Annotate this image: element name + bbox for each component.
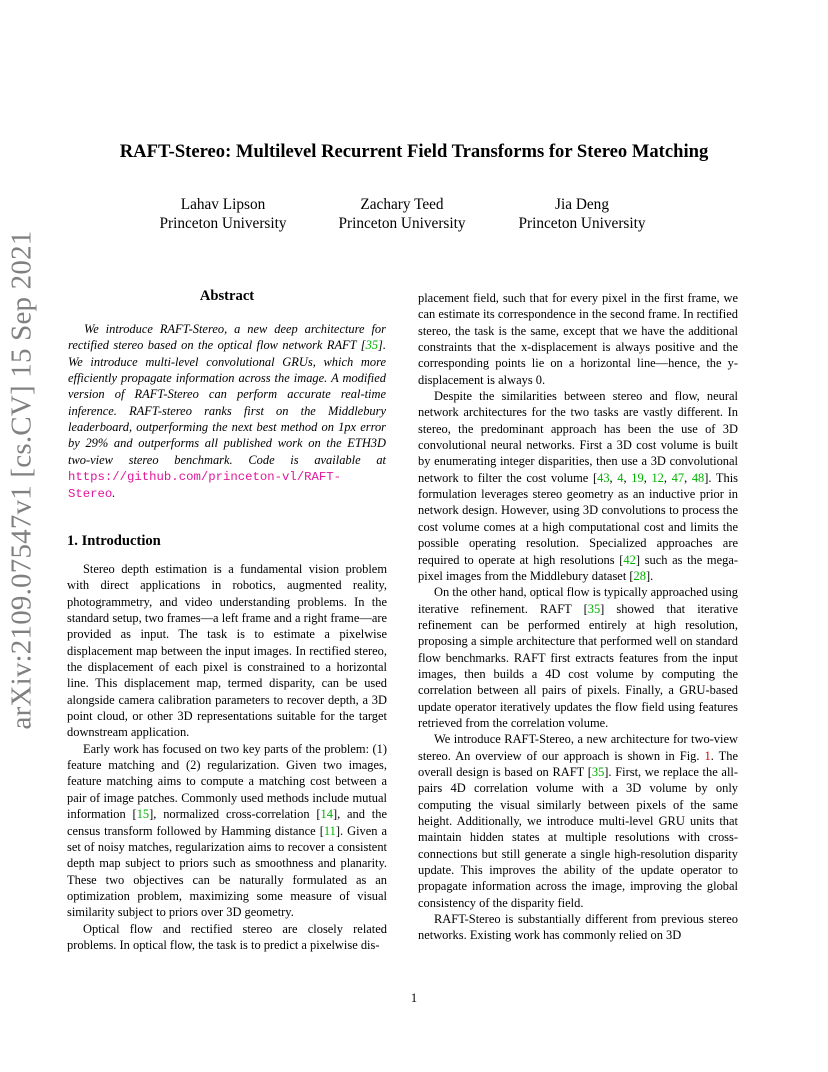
paragraph — [67, 741, 387, 921]
text: ]. This formulation leverages stereo geometry as an inductive prior in network design. However, using 3D convolutions to process the cost volume comes at a high computational cost and limits the possible operating resolution. Specialized approaches are required to operate at high resolutions [ — [418, 470, 739, 567]
paragraph: Despite the similarities between stereo and flow, neural network architectures for the two tasks are vastly different. In stereo, the predominant approach has been the use of 3D convolutional neural networks. First a 3D cost volume is built by enumerating integer disparities, then use a 3D convolutional network to filter the cost volume [43, 4, 19, 12, 47, 48]. This formulation leverages stereo geometry as an inductive prior in network design. However, using 3D convolutions to process the cost volume comes at a high computational cost and limits the possible operating resolution. Specialized approaches are required to operate at high resolutions [42] such as the mega-pixel images from the Middlebury dataset [28]. — [418, 389, 739, 583]
citation-link[interactable]: 4 — [617, 470, 624, 485]
paragraph — [418, 584, 738, 731]
citation-link[interactable]: 35 — [365, 338, 379, 353]
text: ], normalized cross-correlation [ — [149, 807, 321, 822]
paper-title: RAFT-Stereo: Multilevel Recurrent Field Transforms for Stereo Matching — [119, 141, 709, 162]
code-url-link[interactable]: https://github.com/princeton-vl/RAFT-Stereo — [68, 470, 342, 502]
citation-link[interactable]: 42 — [623, 552, 636, 567]
author-1 — [133, 195, 313, 233]
text: ] such as the mega-pixel images from the Middlebury dataset [ — [418, 552, 738, 583]
text: . — [112, 486, 116, 501]
author-affiliation: Princeton University — [159, 215, 287, 232]
paragraph: Optical flow and rectified stereo are closely related problems. In optical flow, the task is to predict a pixelwise dis- — [67, 921, 387, 952]
text: ], and the census transform followed by Hamming distance [ — [67, 807, 387, 838]
abstract-paragraph — [68, 321, 386, 503]
text: ]. First, we replace the all-pairs 4D correlation volume with a 3D volume by only computing the visual similarly between pixels of the same height. Additionally, we introduce multi-level GRU units that maintain hidden states at multiple resolutions with cross-connections but still generate a single high-resolution disparity update. This improves the ability of the update operator to propagate information across the image, improving the global consistency of the disparity field. — [418, 764, 739, 910]
right-column — [418, 290, 738, 944]
text: We introduce RAFT-Stereo, a new architecture for two-view stereo. An overview of our approach is shown in Fig. — [418, 732, 738, 763]
section-heading: 1. Introduction — [67, 533, 161, 549]
author-name: Jia Deng — [555, 196, 609, 213]
citation-link[interactable]: 47 — [671, 470, 685, 485]
author-3 — [492, 195, 672, 233]
text: . The overall design is based on RAFT [ — [418, 748, 738, 779]
citation-link[interactable]: 35 — [591, 764, 605, 779]
arxiv-id: arXiv:2109.07547v1 [cs.CV] 15 Sep 2021 — [5, 230, 38, 730]
abstract-heading: Abstract — [199, 288, 255, 304]
abstract-body — [67, 321, 387, 503]
author-affiliation: Princeton University — [518, 215, 646, 232]
author-name: Zachary Teed — [360, 196, 444, 213]
text: ] showed that iterative refinement can be performed entirely at high resolution, proposing a simple architecture that performed well on standard flow benchmarks. RAFT first extracts features from the input images, then builds a 4D cost volume by computing the correlation between all pairs of pixels. Finally, a GRU-based update operator iteratively updates the flow field using features retrieved from the correlation volume. — [418, 601, 738, 730]
author-name: Lahav Lipson — [180, 196, 266, 213]
citation-link[interactable]: 14 — [320, 807, 333, 822]
citation-link[interactable]: 28 — [633, 568, 646, 583]
page-number: 1 — [410, 991, 418, 1005]
text: ]. Given a set of noisy matches, regularization aims to recover a consistent depth map subject to priors such as smoothness and planarity. These two objectives can be naturally formulated as an optimization problem, maximizing some measure of visual similarity subject to priors over 3D geometry. — [67, 823, 388, 920]
text: ]. — [645, 568, 654, 583]
author-2 — [312, 195, 492, 233]
author-affiliation: Princeton University — [338, 215, 466, 232]
citation-link[interactable]: 12 — [651, 470, 664, 485]
text: ]. We introduce multi-level convolutional GRUs, which more efficiently propagate information across the image. A modified version of RAFT-Stereo can perform accurate real-time inference. RAFT-stereo ranks first on the Middlebury leaderboard, outperforming the next best method on 1px error by 29% and outperforms all published work on the ETH3D two-view stereo benchmark. Code is available at — [68, 338, 386, 467]
figure-ref-link[interactable]: 1 — [704, 748, 711, 763]
paragraph: placement field, such that for every pixel in the first frame, we can estimate its correspondence in the second frame. In rectified stereo, the task is the same, except that we have the additional constraints that the x-displacement is always positive and the corresponding points lie on a horizontal line—hence, the y-displacement is always 0. — [418, 291, 738, 387]
paragraph — [418, 731, 738, 911]
text: We introduce RAFT-Stereo, a new deep architecture for rectified stereo based on the optical flow network RAFT [ — [68, 322, 386, 353]
citation-link[interactable]: 15 — [136, 807, 150, 822]
citation-link[interactable]: 11 — [323, 823, 336, 838]
paragraph: RAFT-Stereo is substantially different from previous stereo networks. Existing work has commonly relied on 3D — [418, 912, 738, 943]
citation-link[interactable]: 19 — [631, 470, 644, 485]
text: Early work has focused on two key parts of the problem: (1) feature matching and (2) regularization. Given two images, feature matching aims to compute a matching cost between a pair of image patches. Commonly used methods include mutual information [ — [67, 741, 387, 822]
citation-link[interactable]: 48 — [691, 470, 705, 485]
paragraph: Stereo depth estimation is a fundamental vision problem with direct applications in robotics, augmented reality, photogrammetry, and video understanding problems. In the standard setup, two frames—a left frame and a right frame—are provided as input. The task is to estimate a pixelwise displacement map between the input images. In rectified stereo, the displacement of each pixel is constrained to a horizontal line. This displacement map, termed disparity, can be used alongside camera calibration parameters to recover depth, a 3D point cloud, or other 3D representations suitable for the target downstream application. — [67, 562, 387, 740]
citation-link[interactable]: 43 — [597, 470, 610, 485]
text: Despite the similarities between stereo and flow, neural network architectures for the two tasks are vastly different. In stereo, the predominant approach has been the use of 3D convolutional neural networks. First a 3D cost volume is built by enumerating integer disparities, then use a 3D convolutional network to filter the cost volume [ — [418, 389, 738, 485]
intro-left-column — [67, 561, 387, 953]
text: On the other hand, optical flow is typically approached using iterative refinement. RAFT [ — [418, 585, 738, 616]
citation-link[interactable]: 35 — [587, 601, 601, 616]
